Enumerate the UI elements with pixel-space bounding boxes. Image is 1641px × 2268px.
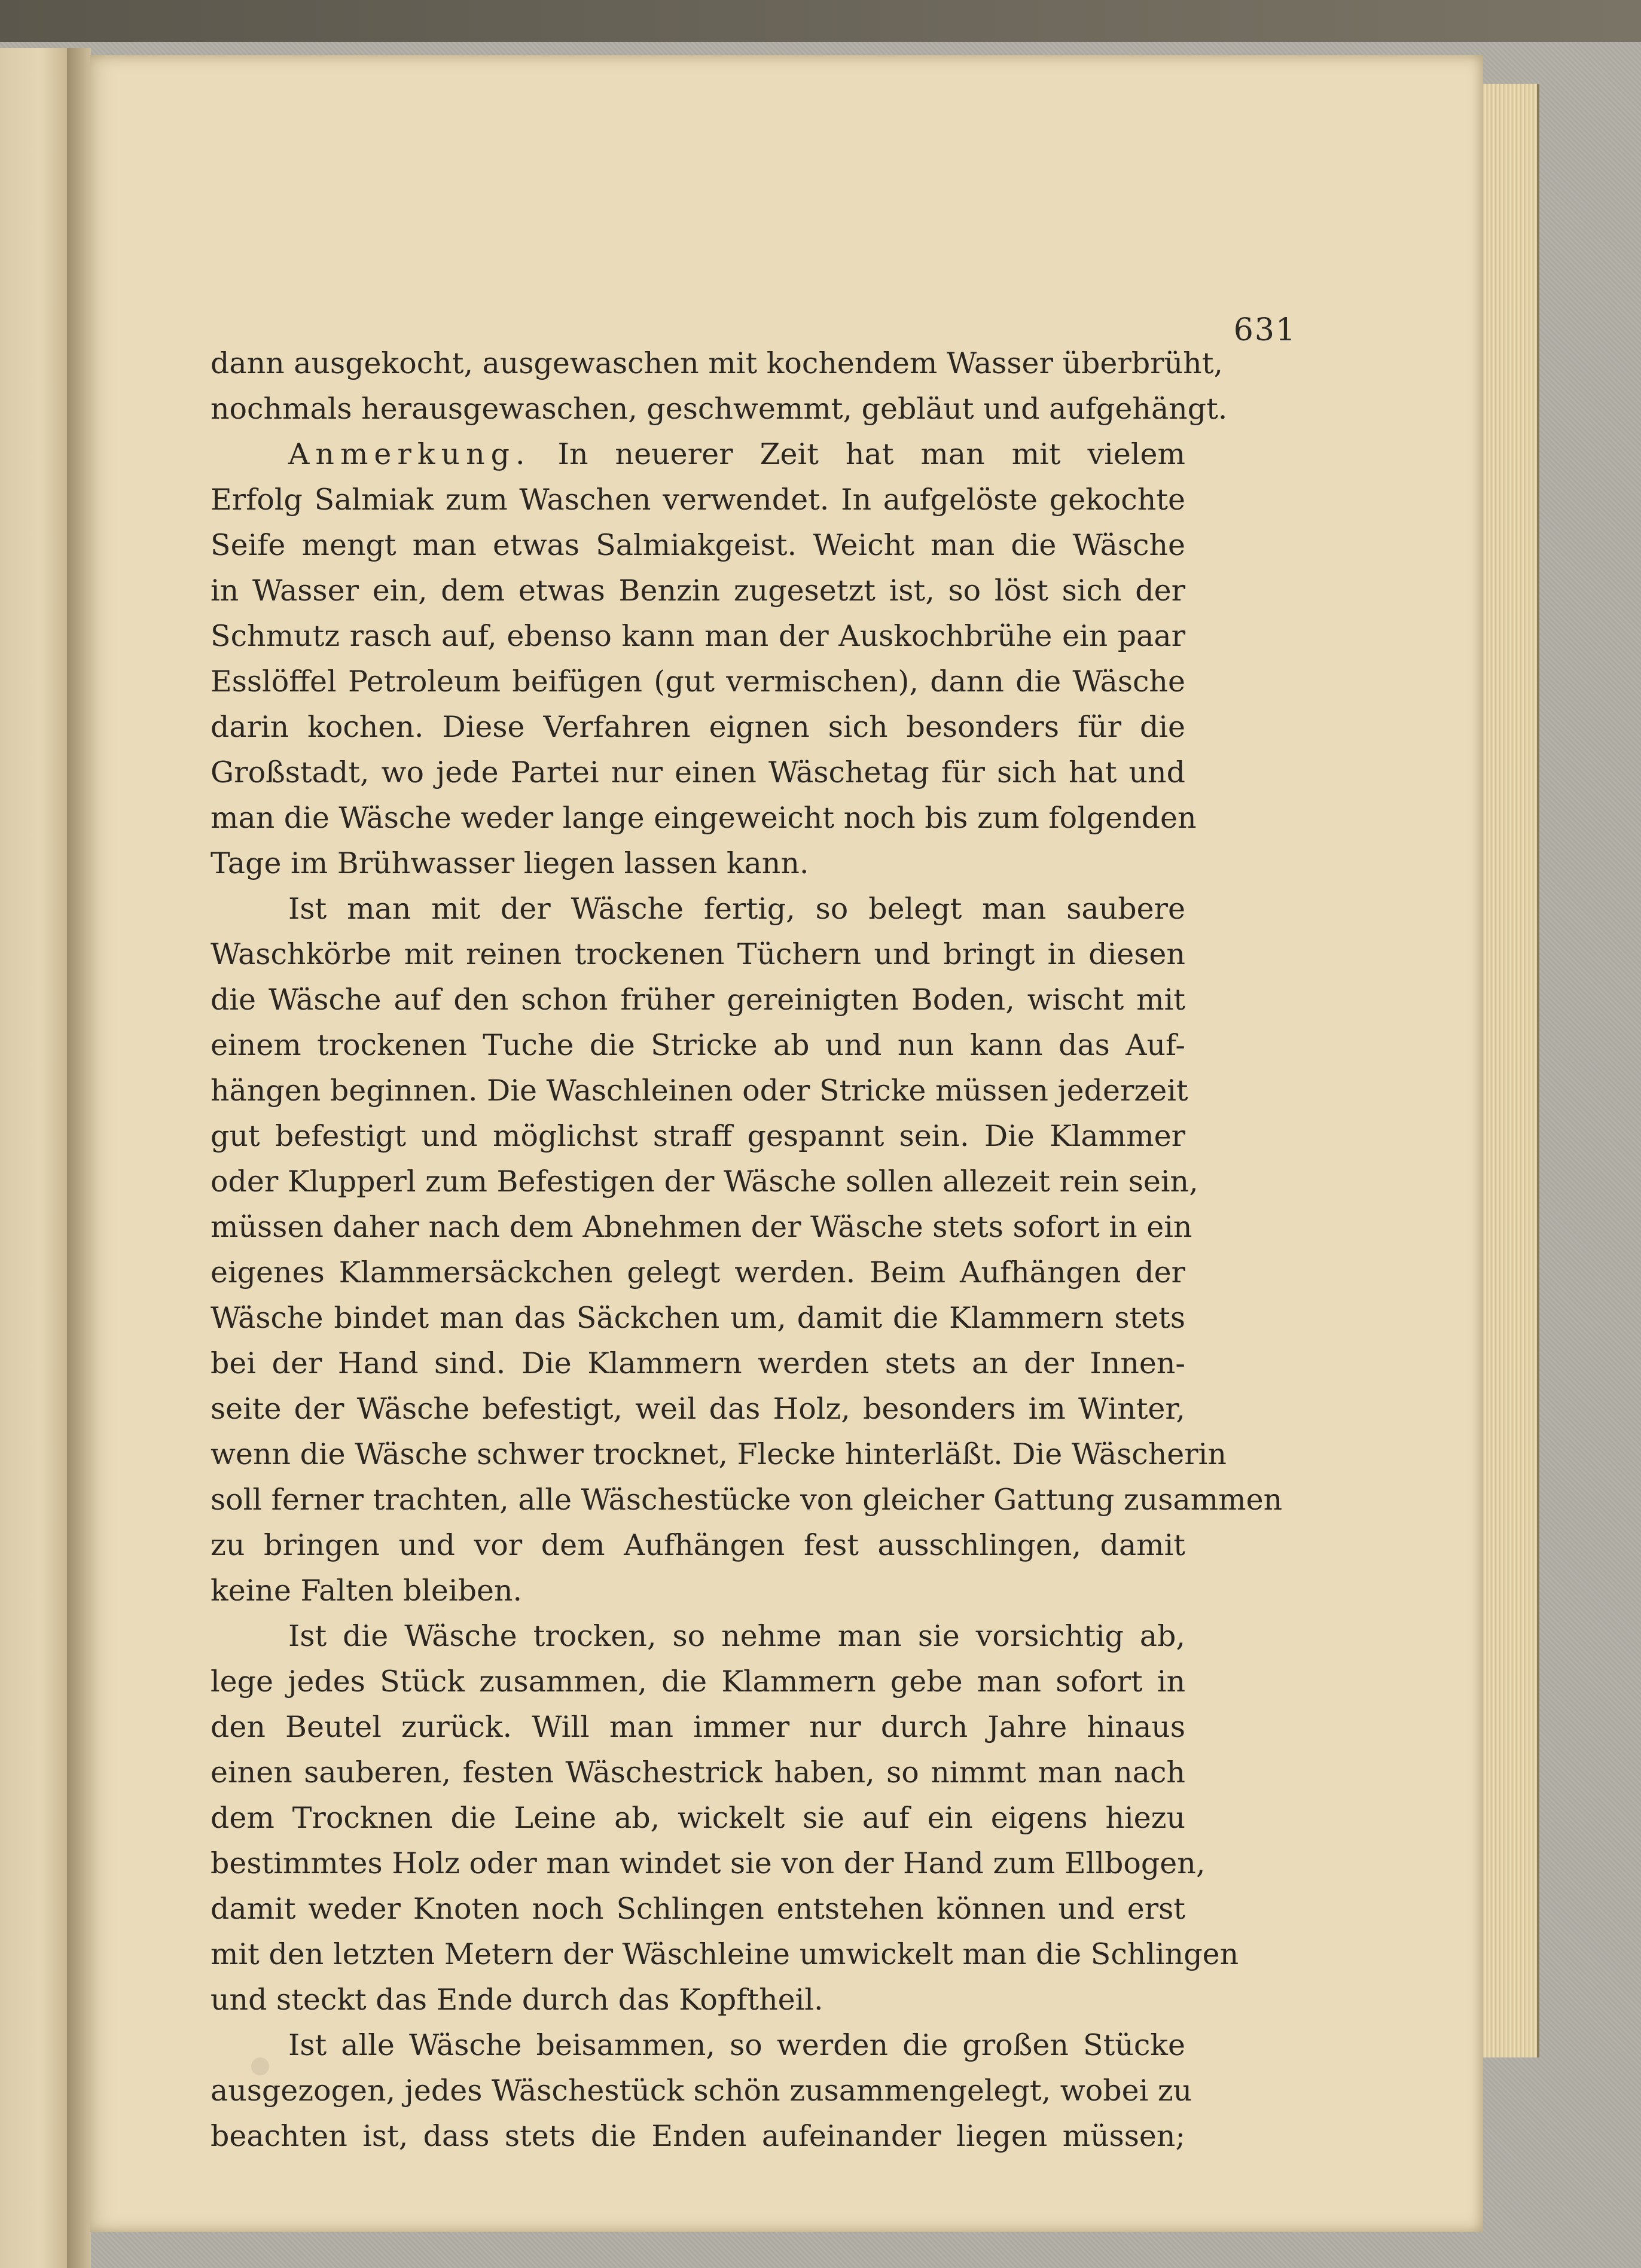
note-first-line-text: In neuerer Zeit hat man mit vielem — [557, 437, 1185, 471]
text-line: Waschkörbe mit reinen trockenen Tüchern und bringt in diesen — [211, 937, 1185, 971]
page-number: 631 — [1233, 312, 1297, 348]
text-line: Erfolg Salmiak zum Waschen verwendet. In aufgelöste gekochte — [211, 483, 1185, 517]
page-text — [211, 341, 1283, 2159]
text-line: nochmals herausgewaschen, geschwemmt, gebläut und aufgehängt. — [211, 392, 1228, 426]
text-line: Ist alle Wäsche beisammen, so werden die großen Stücke — [288, 2028, 1185, 2062]
book-gutter — [67, 48, 91, 2268]
text-line: Seife mengt man etwas Salmiakgeist. Weicht man die Wäsche — [211, 528, 1185, 562]
text-line: beachten ist, dass stets die Enden aufeinander liegen müssen; — [211, 2119, 1185, 2153]
text-line: darin kochen. Diese Verfahren eignen sich besonders für die — [211, 710, 1185, 744]
text-line: Ist die Wäsche trocken, so nehme man sie vorsichtig ab, — [288, 1619, 1185, 1653]
text-line: Schmutz rasch auf, ebenso kann man der Auskochbrühe ein paar — [211, 619, 1185, 653]
text-line: und steckt das Ende durch das Kopftheil. — [211, 1983, 823, 2017]
text-line: wenn die Wäsche schwer trocknet, Flecke hinterläßt. Die Wäscherin — [211, 1437, 1227, 1471]
text-line: den Beutel zurück. Will man immer nur durch Jahre hinaus — [211, 1710, 1185, 1744]
text-line: dann ausgekocht, ausgewaschen mit kochendem Wasser überbrüht, — [211, 346, 1223, 380]
text-line: ausgezogen, jedes Wäschestück schön zusammengelegt, wobei zu — [211, 2074, 1192, 2108]
text-line: die Wäsche auf den schon früher gereinigten Boden, wischt mit — [211, 983, 1185, 1017]
left-page-edge — [0, 48, 69, 2268]
text-line: Ist man mit der Wäsche fertig, so belegt man saubere — [288, 892, 1185, 926]
text-line: seite der Wäsche befestigt, weil das Holz, besonders im Winter, — [211, 1392, 1185, 1426]
note-label: Anmerkung. — [288, 437, 531, 471]
text-line: Wäsche bindet man das Säckchen um, damit die Klammern stets — [211, 1301, 1185, 1335]
text-line: keine Falten bleiben. — [211, 1574, 523, 1608]
text-line: Esslöffel Petroleum beifügen (gut vermischen), dann die Wäsche — [211, 664, 1185, 699]
text-line: bei der Hand sind. Die Klammern werden stets an der Innen- — [211, 1346, 1185, 1380]
text-line: bestimmtes Holz oder man windet sie von der Hand zum Ellbogen, — [211, 1846, 1206, 1880]
text-line: dem Trocknen die Leine ab, wickelt sie auf ein eigens hiezu — [211, 1801, 1185, 1835]
paper-spot — [251, 2057, 269, 2075]
text-line: damit weder Knoten noch Schlingen entstehen können und erst — [211, 1892, 1185, 1926]
text-line: man die Wäsche weder lange eingeweicht noch bis zum folgenden — [211, 801, 1197, 835]
text-line: Tage im Brühwasser liegen lassen kann. — [211, 846, 809, 880]
text-line: in Wasser ein, dem etwas Benzin zugesetzt ist, so löst sich der — [211, 574, 1185, 608]
note-line — [211, 432, 1185, 477]
text-line: zu bringen und vor dem Aufhängen fest ausschlingen, damit — [211, 1528, 1185, 1562]
text-line: gut befestigt und möglichst straff gespannt sein. Die Klammer — [211, 1119, 1185, 1153]
text-line: mit den letzten Metern der Wäschleine umwickelt man die Schlingen — [211, 1937, 1239, 1971]
text-line: einem trockenen Tuche die Stricke ab und nun kann das Auf- — [211, 1028, 1185, 1062]
text-line: müssen daher nach dem Abnehmen der Wäsche stets sofort in ein — [211, 1210, 1192, 1244]
text-line: hängen beginnen. Die Waschleinen oder Stricke müssen jederzeit — [211, 1074, 1188, 1108]
text-line: Großstadt, wo jede Partei nur einen Wäschetag für sich hat und — [211, 755, 1185, 789]
text-line: eigenes Klammersäckchen gelegt werden. Beim Aufhängen der — [211, 1255, 1185, 1290]
text-line: lege jedes Stück zusammen, die Klammern gebe man sofort in — [211, 1665, 1185, 1699]
text-line: oder Klupperl zum Befestigen der Wäsche sollen allezeit rein sein, — [211, 1165, 1198, 1199]
text-line: einen sauberen, festen Wäschestrick haben, so nimmt man nach — [211, 1755, 1185, 1790]
page-block-edge — [1483, 84, 1539, 2057]
text-line: soll ferner trachten, alle Wäschestücke von gleicher Gattung zusammen — [211, 1483, 1283, 1517]
